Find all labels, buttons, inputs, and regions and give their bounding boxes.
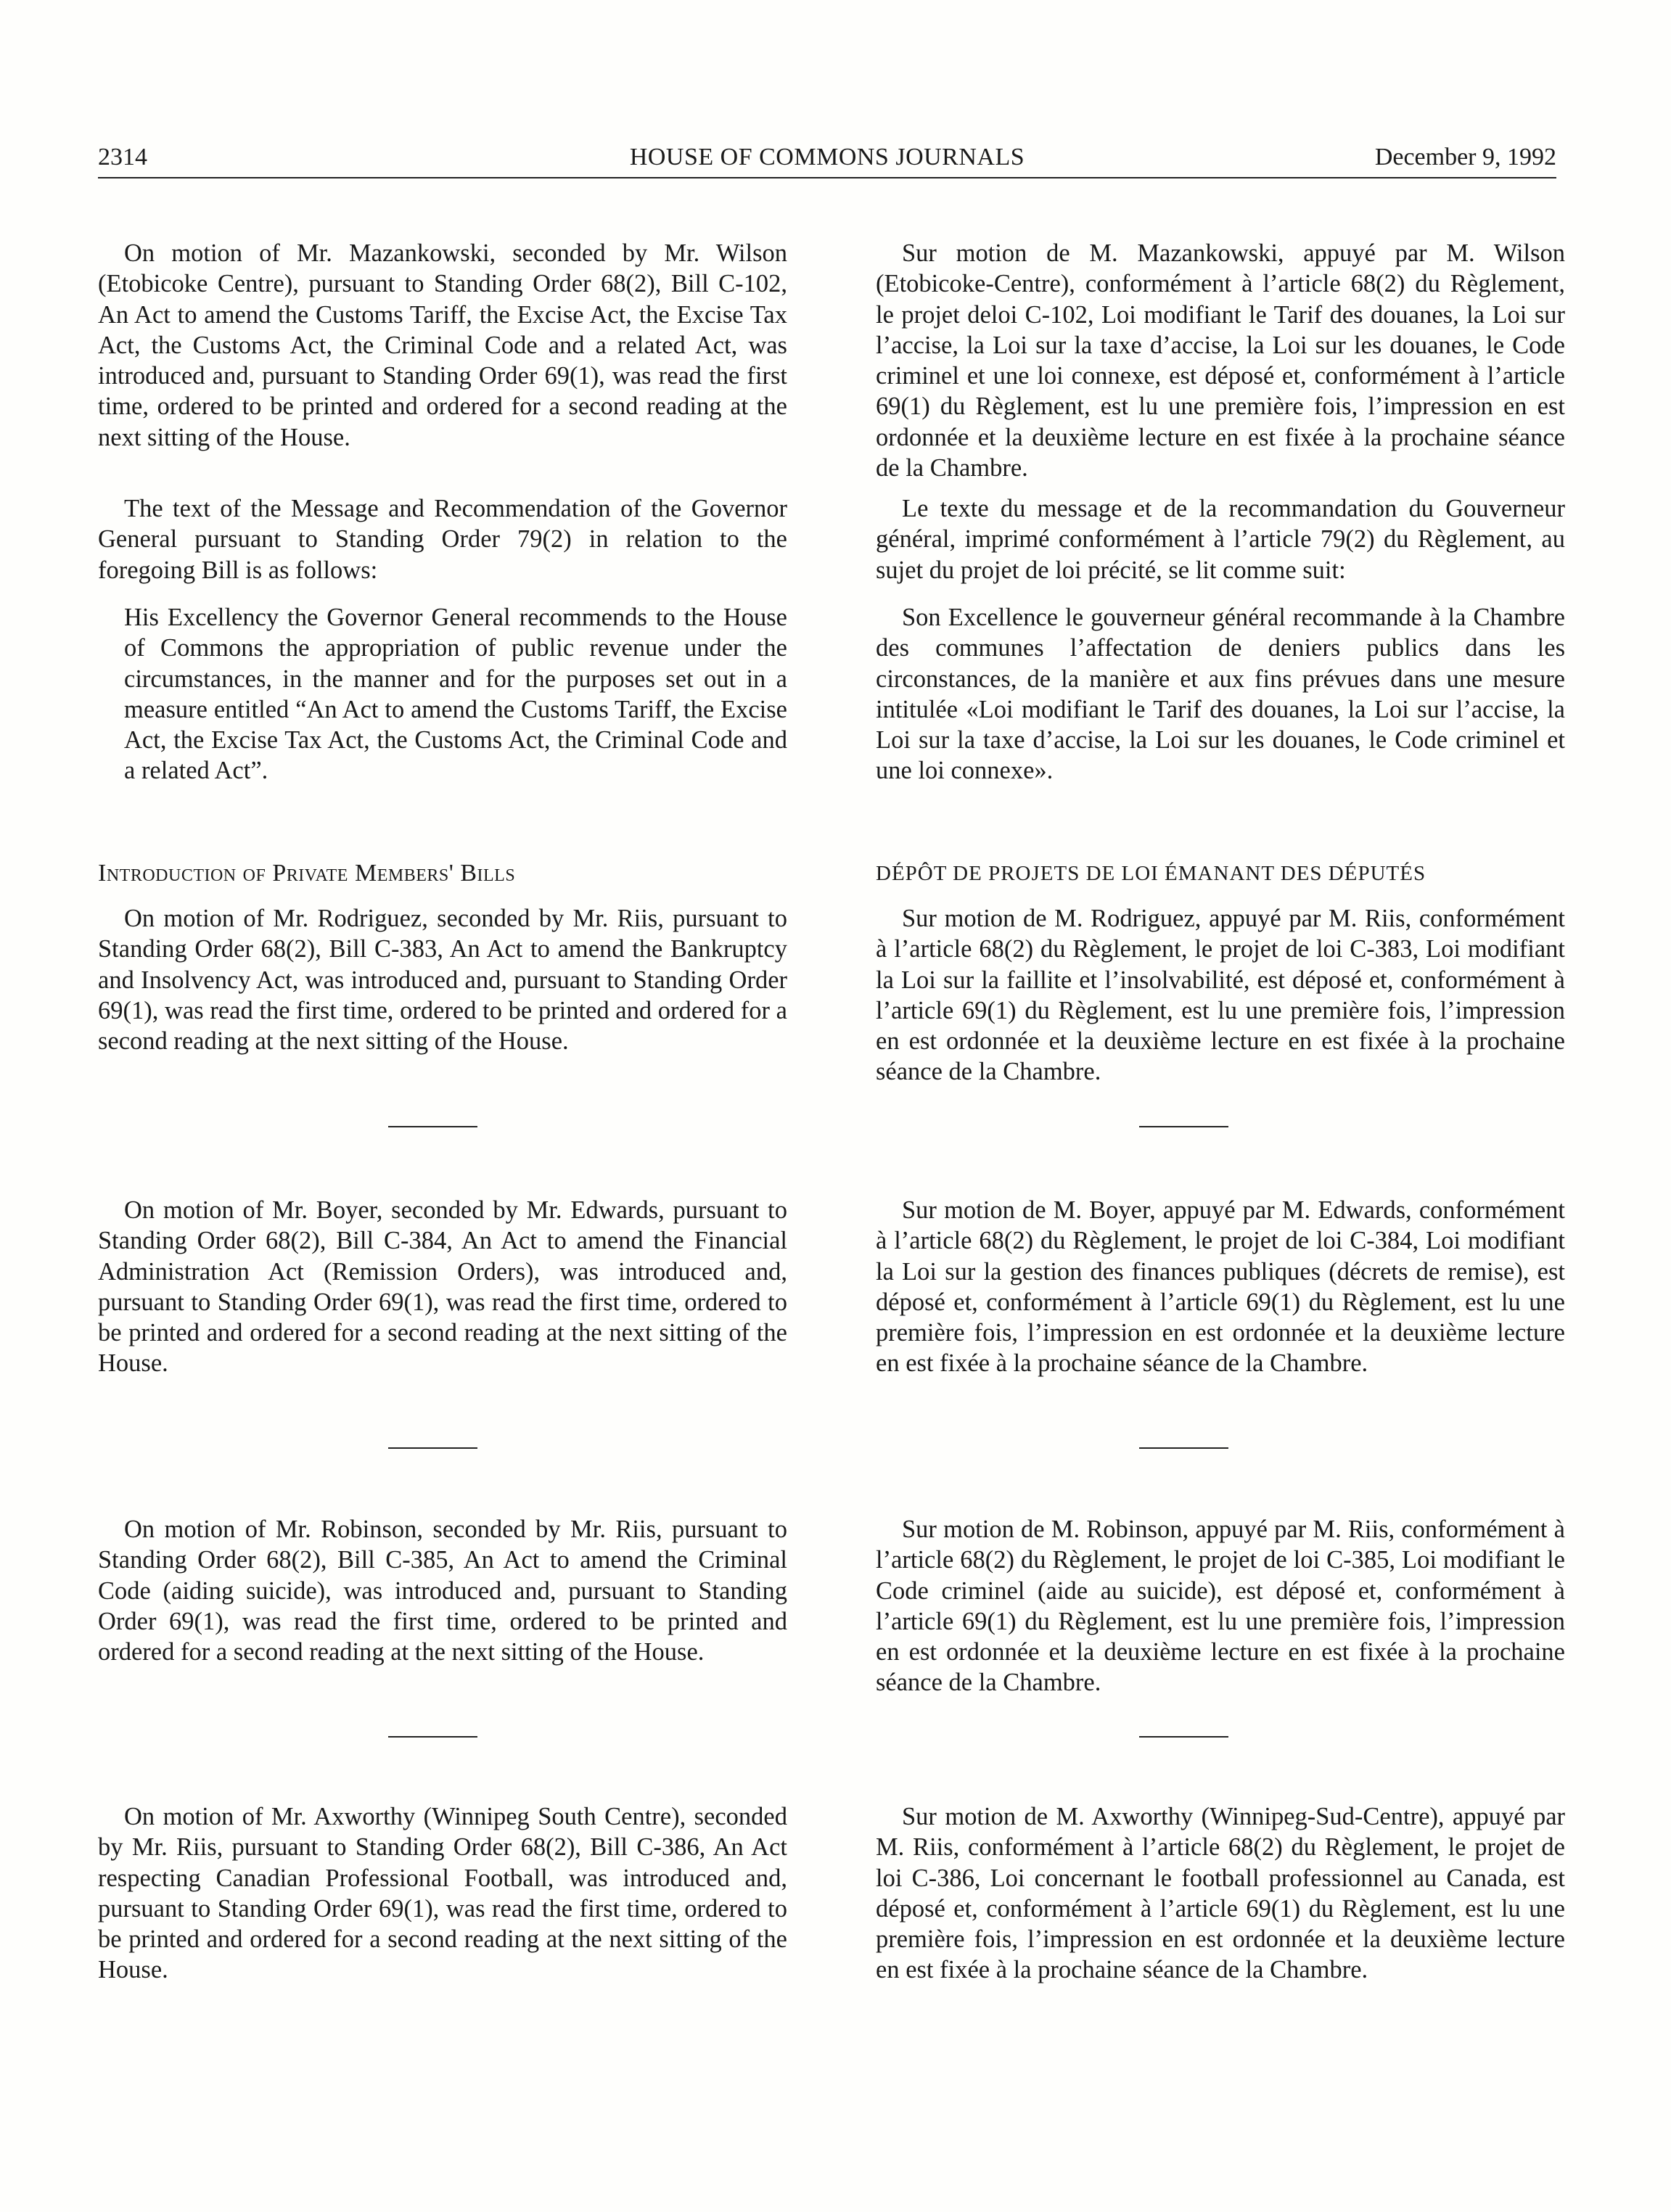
- fr-motion-c386: [876, 1801, 1565, 1986]
- fr-message-intro: [876, 493, 1565, 585]
- fr-quote: Son Excellence le gouverneur général recommande à la Chambre des communes l’affectation de deniers publics dans les circonstances, de la manière et aux fins prévues dans une mesure intitulée «Loi modifiant le Tarif des douanes, la Loi sur l’accise, la Loi sur la taxe d’accise, la Loi sur les douanes, le Code criminel et une loi connexe».: [876, 604, 1565, 785]
- en-paragraph-c383: On motion of Mr. Rodriguez, seconded by Mr. Riis, pursuant to Standing Order 68(2), Bill C-383, An Act to amend the Bankruptcy and Insolvency Act, was introduced and, pursuant to Standing Order 69(1), was read the first time, ordered to be printed and ordered for a second reading at the next sitting of the House.: [98, 905, 787, 1056]
- en-paragraph-c384: On motion of Mr. Boyer, seconded by Mr. Edwards, pursuant to Standing Order 68(2), Bill C-384, An Act to amend the Financial Administration Act (Remission Orders), was introduced and, pursuant to Standing Order 69(1), was read the first time, ordered to be printed and ordered for a second reading at the next sitting of the House.: [98, 1196, 787, 1378]
- journal-date: December 9, 1992: [1374, 144, 1556, 170]
- en-motion-c383: [98, 903, 787, 1056]
- fr-section-heading: DÉPÔT DE PROJETS DE LOI ÉMANANT DES DÉPUTÉS: [876, 862, 1426, 885]
- en-motion-c386: [98, 1801, 787, 1986]
- fr-paragraph-c385: Sur motion de M. Robinson, appuyé par M. Riis, conformément à l’article 68(2) du Règlement, le projet de loi C-385, Loi modifiant le Code criminel (aide au suicide), est déposé et, conformément à l’article 69(1) du Règlement, est lu une première fois, l’impression en est ordonnée et la deuxième lecture en est fixée à la prochaine séance de la Chambre.: [876, 1516, 1565, 1697]
- fr-separator: [1139, 1126, 1228, 1127]
- en-separator: [388, 1736, 477, 1738]
- en-motion-c385: [98, 1514, 787, 1667]
- fr-paragraph-c383: Sur motion de M. Rodriguez, appuyé par M. Riis, conformément à l’article 68(2) du Règlement, le projet de loi C-383, Loi modifiant la Loi sur la faillite et l’insolvabilité, est déposé et, conformément à l’article 69(1) du Règlement, est lu une première fois, l’impression en est ordonnée et la deuxième lecture en est fixée à la prochaine séance de la Chambre.: [876, 905, 1565, 1086]
- fr-motion-c385: [876, 1514, 1565, 1698]
- en-paragraph-c102: On motion of Mr. Mazankowski, seconded by Mr. Wilson (Etobicoke Centre), pursuant to Standing Order 68(2), Bill C-102, An Act to amend the Customs Tariff, the Excise Act, the Excise Tax Act, the Customs Act, the Criminal Code and a related Act, was introduced and, pursuant to Standing Order 69(1), was read the first time, ordered to be printed and ordered for a second reading at the next sitting of the House.: [98, 239, 787, 451]
- fr-paragraph-c384: Sur motion de M. Boyer, appuyé par M. Edwards, conformément à l’article 68(2) du Règlement, le projet de loi C-384, Loi modifiant la Loi sur la gestion des finances publiques (décrets de remise), est déposé et, conformément à l’article 69(1) du Règlement, est lu une première fois, l’impression en est ordonnée et la deuxième lecture en est fixée à la prochaine séance de la Chambre.: [876, 1196, 1565, 1378]
- fr-motion-c384: [876, 1195, 1565, 1379]
- en-paragraph-message: The text of the Message and Recommendation of the Governor General pursuant to Standing Order 79(2) in relation to the foregoing Bill is as follows:: [98, 495, 787, 584]
- en-message-intro: [98, 493, 787, 585]
- en-section-heading: Introduction of Private Members' Bills: [98, 860, 516, 887]
- en-recommendation: [98, 602, 787, 786]
- en-paragraph-c385: On motion of Mr. Robinson, seconded by Mr. Riis, pursuant to Standing Order 68(2), Bill C-385, An Act to amend the Criminal Code (aiding suicide), was introduced and, pursuant to Standing Order 69(1), was read the first time, ordered to be printed and ordered for a second reading at the next sitting of the House.: [98, 1516, 787, 1666]
- en-quote: His Excellency the Governor General recommends to the House of Commons the appropriation of public revenue under the circumstances, in the manner and for the purposes set out in a measure entitled “An Act to amend the Customs Tariff, the Excise Act, the Excise Tax Act, the Customs Act, the Criminal Code and a related Act”.: [124, 604, 787, 785]
- fr-paragraph-message: Le texte du message et de la recommandation du Gouverneur général, imprimé conformément à l’article 79(2) du Règlement, au sujet du projet de loi précité, se lit comme suit:: [876, 495, 1565, 584]
- fr-recommendation: [876, 602, 1565, 786]
- en-motion-c384: [98, 1195, 787, 1379]
- en-separator: [388, 1126, 477, 1127]
- fr-motion-c102: [876, 238, 1565, 483]
- en-motion-c102: [98, 238, 787, 453]
- fr-separator: [1139, 1447, 1228, 1449]
- page-header: [98, 139, 1556, 178]
- page-number: 2314: [98, 144, 147, 170]
- fr-separator: [1139, 1736, 1228, 1738]
- journal-title: HOUSE OF COMMONS JOURNALS: [629, 144, 1025, 170]
- fr-motion-c383: [876, 903, 1565, 1088]
- en-separator: [388, 1447, 477, 1449]
- fr-paragraph-c386: Sur motion de M. Axworthy (Winnipeg-Sud-Centre), appuyé par M. Riis, conformément à l’article 68(2) du Règlement, le projet de loi C-386, Loi concernant le football professionnel au Canada, est déposé et, conformément à l’article 69(1) du Règlement, est lu une première fois, l’impression en est ordonnée et la deuxième lecture en est fixée à la prochaine séance de la Chambre.: [876, 1803, 1565, 1984]
- en-paragraph-c386: On motion of Mr. Axworthy (Winnipeg South Centre), seconded by Mr. Riis, pursuant to Standing Order 68(2), Bill C-386, An Act respecting Canadian Professional Football, was introduced and, pursuant to Standing Order 69(1), was read the first time, ordered to be printed and ordered for a second reading at the next sitting of the House.: [98, 1803, 787, 1984]
- fr-paragraph-c102: Sur motion de M. Mazankowski, appuyé par M. Wilson (Etobicoke-Centre), conformément à l’article 68(2) du Règlement, le projet deloi C-102, Loi modifiant le Tarif des douanes, la Loi sur l’accise, la Loi sur la taxe d’accise, la Loi sur les douanes, le Code criminel et une loi connexe, est déposé et, conformément à l’article 69(1) du Règlement, est lu une première fois, l’impression en est ordonnée et la deuxième lecture en est fixée à la prochaine séance de la Chambre.: [876, 239, 1565, 482]
